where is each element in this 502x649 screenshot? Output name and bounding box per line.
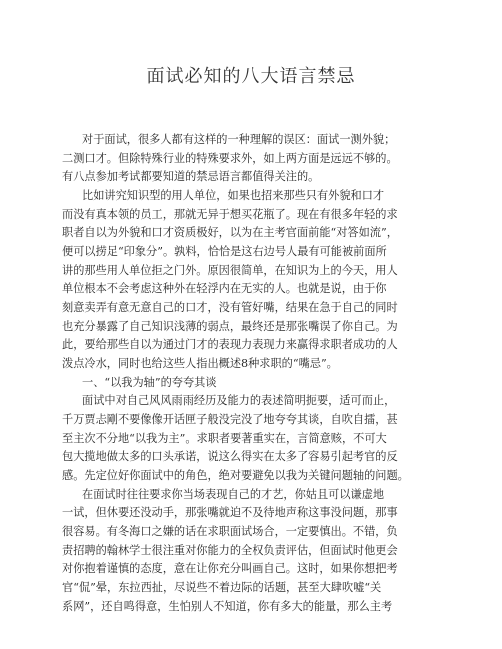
text-line: 对你抱着谨慎的态度，意在让你充分叫画自己。这时，如果你想把考 [62,562,398,575]
text-line: 对于面试，很多人都有这样的一种理解的误区：面试一测外貌； [82,133,396,146]
text-line: 包大揽地做太多的口头承诺，说这么得实在太多了容易引起考官的反 [62,450,398,463]
text-line: 职者自以为外貌和口才资质极好，以为在主考官面前能“对答如流”， [62,226,398,239]
text-line: 千万贾忐剛不要像像开话匣子般没完没了地夸夸其谈，自吹自擂，甚 [62,413,398,426]
text-line: 也充分暴露了自己知识浅薄的弱点，最终还是那张嘴误了你自己。为 [62,320,398,333]
section-heading: 一、“以我为轴”的夸夸其谈 [82,376,217,389]
text-line: 刻意卖弄有意无意自己的口才，没有管好嘴，结果在急于自己的同时 [62,301,398,314]
text-line: 单位根本不会考虑这种外在轻浮内在无实的人。也就是说，由于你 [62,282,387,295]
document-title: 面试必知的八大语言禁忌 [146,66,356,87]
text-line: 很容易。有冬海口之嫌的话在求职面试场合，一定要慎出。不错，负 [62,525,398,538]
text-line: 便可以捞足“印象分”。孰料，恰恰是这右边号人最有可能被前面所 [62,245,387,258]
text-line: 有八点参加考试都要知道的禁忌语言都值得关注的。 [62,170,320,183]
text-line: 官“侃”晕，东拉西扯，尽说些不着边际的话题，甚至大肆吹嘘“关 [62,581,382,594]
text-line: 此，要给那些自以为通过门才的表现力表现力来赢得求职者成功的人 [62,338,398,351]
text-line: 而没有真本领的员工，那就无异于想买花瓶了。现在有很多年轻的求 [62,208,398,221]
text-line: 感。先定位好你面试中的角色，绝对要避免以我为关键问题轴的问题。 [62,469,409,482]
text-line: 责招聘的翰林学士很注重对你能力的全权负责评估，但面试时他更会 [62,544,398,557]
text-line: 在面试时往往要求你当场表现自己的才艺，你姑且可以谦虚地 [82,488,385,501]
text-line: 讲的那些用人单位拒之门外。原因很简单，在知识为上的今天，用人 [62,264,398,277]
text-line: 面试中对自己风风雨雨经历及能力的表述简明扼要，适可而止， [82,394,396,407]
text-line: 泼点冷水，同时也给这些人指出概述8种求职的“嘴忌”。 [62,357,338,370]
text-line: 一试，但休要还没动手，那张嘴就迫不及待地声称这事没问题，那事 [62,506,398,519]
text-line: 比如讲究知识型的用人单位，如果也招来那些只有外貌和口才 [82,189,385,202]
text-line: 系网”，还自鸣得意，生怕别人不知道，你有多大的能量，那么主考 [62,600,393,613]
text-line: 二测口才。但除特殊行业的特殊要求外，如上两方面是远远不够的。 [62,152,398,165]
text-line: 至主次不分地“以我为主”。求职者要著重实在，言简意赅，不可大 [62,432,387,445]
